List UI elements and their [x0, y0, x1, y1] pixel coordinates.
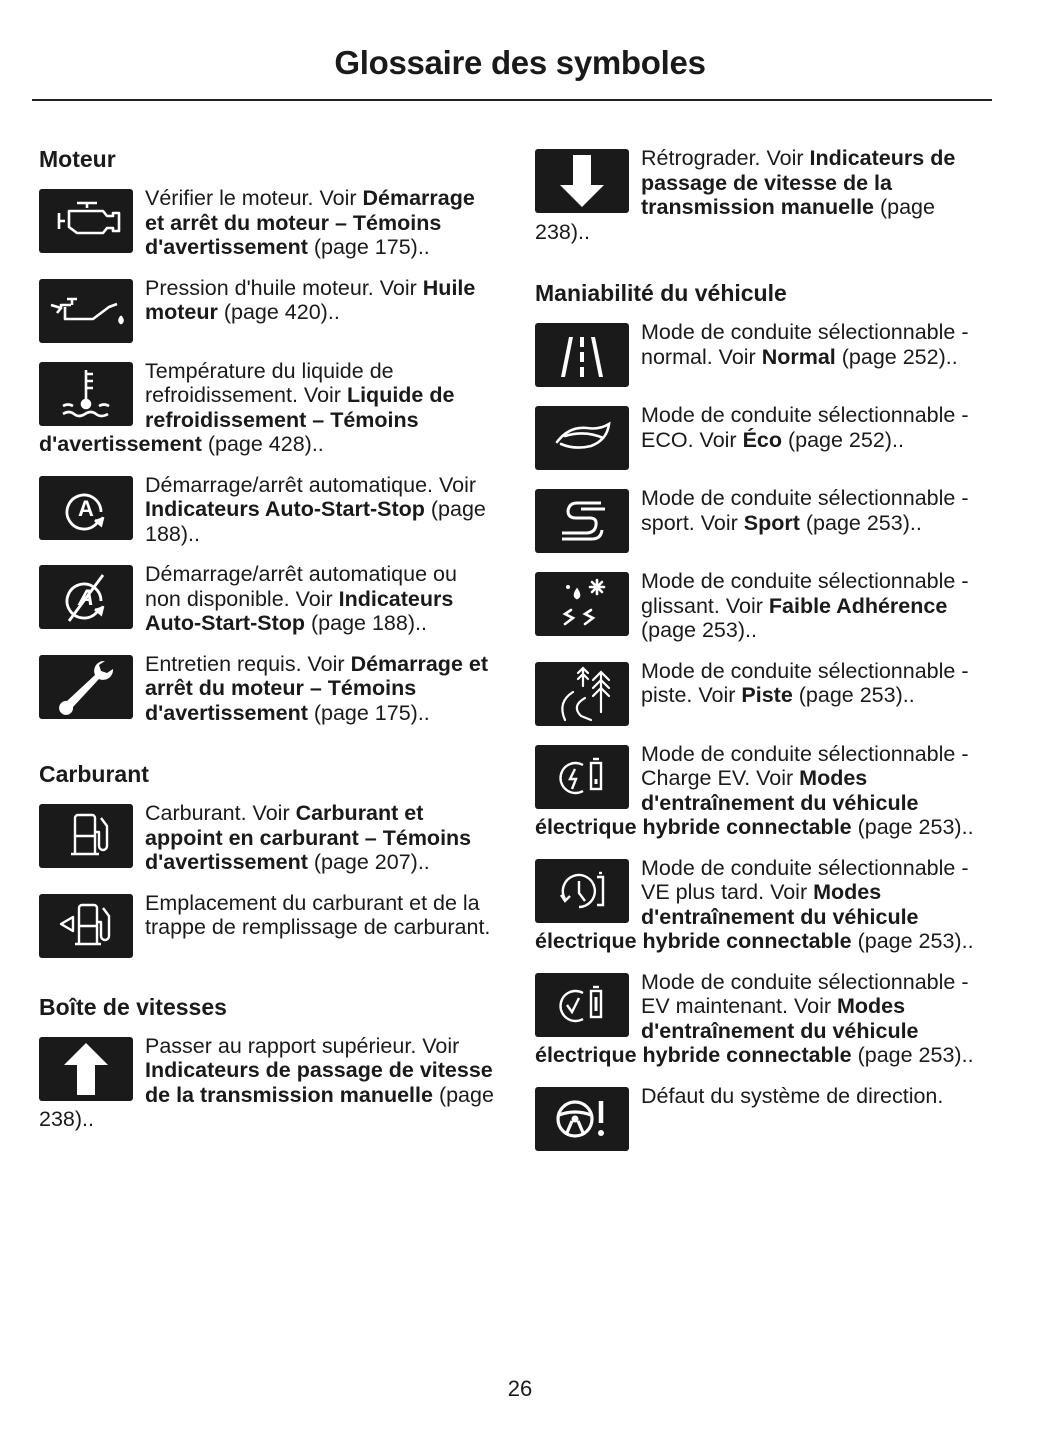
title-divider: [32, 99, 992, 101]
glossary-entry: Mode de conduite sélectionnable - piste. Voir Piste (page 253)..: [535, 659, 990, 726]
section-heading-moteur: Moteur: [39, 146, 116, 172]
section-heading-maniabilite: Maniabilité du véhicule: [535, 280, 787, 306]
auto-start-stop-off-icon: [39, 565, 133, 629]
glossary-entry: Vérifier le moteur. Voir Démarrage et arrêt du moteur – Témoins d'avertissement (page 175)..: [39, 186, 494, 260]
glossary-entry: Carburant. Voir Carburant et appoint en carburant – Témoins d'avertissement (page 207)..: [39, 801, 494, 875]
glossary-entry: Température du liquide de refroidissement. Voir Liquide de refroidissement – Témoins d'avertissement (page 428)..: [39, 358, 455, 456]
auto-start-stop-icon: [39, 476, 133, 540]
road-normal-icon: [535, 323, 629, 387]
steering-fault-icon: [535, 1087, 629, 1151]
glossary-entry: Mode de conduite sélectionnable - glissant. Voir Faible Adhérence (page 253)..: [535, 569, 990, 643]
upshift-arrow-icon: [39, 1037, 133, 1101]
ev-charge-icon: [535, 745, 629, 809]
glossary-entry: Pression d'huile moteur. Voir Huile moteur (page 420)..: [39, 276, 494, 343]
glossary-entry: A Démarrage/arrêt automatique ou non disponible. Voir Indicateurs Auto-Start-Stop (page 188)..: [39, 562, 494, 636]
ev-now-icon: [535, 973, 629, 1037]
page-title: Glossaire des symboles: [334, 44, 706, 81]
fuel-pump-icon: [39, 804, 133, 868]
ev-later-icon: [535, 859, 629, 923]
downshift-arrow-icon: [535, 149, 629, 213]
eco-leaf-icon: [535, 406, 629, 470]
oil-can-icon: [39, 279, 133, 343]
glossary-entry: Entretien requis. Voir Démarrage et arrêt du moteur – Témoins d'avertissement (page 175)..: [39, 652, 494, 726]
glossary-entry: A Démarrage/arrêt automatique. Voir Indicateurs Auto-Start-Stop (page 188)..: [39, 473, 494, 547]
sport-s-icon: [535, 489, 629, 553]
wrench-icon: [39, 655, 133, 719]
svg-text:A: A: [78, 495, 94, 521]
glossary-entry: Mode de conduite sélectionnable - Charge EV. Voir Modes d'entraînement du véhicule électrique hybride connectable (page 253)..: [535, 741, 974, 839]
slippery-icon: [535, 572, 629, 636]
section-heading-boite-de-vitesses: Boîte de vitesses: [39, 993, 227, 1020]
page-number: 26: [507, 1376, 533, 1401]
glossary-entry: Mode de conduite sélectionnable - EV maintenant. Voir Modes d'entraînement du véhicule électrique hybride connectable (page 253)..: [535, 969, 974, 1067]
fuel-door-side-icon: [39, 894, 133, 958]
coolant-temperature-icon: [39, 362, 133, 426]
glossary-entry: Défaut du système de direction.: [535, 1084, 990, 1151]
section-heading-carburant: Carburant: [39, 761, 149, 787]
glossary-entry: Passer au rapport supérieur. Voir Indicateurs de passage de vitesse de la transmission manuelle (page 238)..: [39, 1033, 494, 1131]
glossary-entry: Rétrograder. Voir Indicateurs de passage de vitesse de la transmission manuelle (page 238)..: [535, 146, 956, 244]
glossary-entry: Mode de conduite sélectionnable - sport. Voir Sport (page 253)..: [535, 486, 990, 553]
left-column: [39, 140, 494, 1148]
glossary-entry: Mode de conduite sélectionnable - normal. Voir Normal (page 252)..: [535, 320, 990, 387]
right-column: [535, 140, 990, 1167]
glossary-entry: Mode de conduite sélectionnable - ECO. Voir Éco (page 252)..: [535, 403, 990, 470]
engine-icon: [39, 189, 133, 253]
glossary-entry: Mode de conduite sélectionnable - VE plus tard. Voir Modes d'entraînement du véhicule électrique hybride connectable (page 253)..: [535, 855, 974, 953]
glossary-entry: Emplacement du carburant et de la trappe de remplissage de carburant.: [39, 891, 494, 958]
svg-text:A: A: [78, 585, 94, 610]
trail-icon: [535, 662, 629, 726]
